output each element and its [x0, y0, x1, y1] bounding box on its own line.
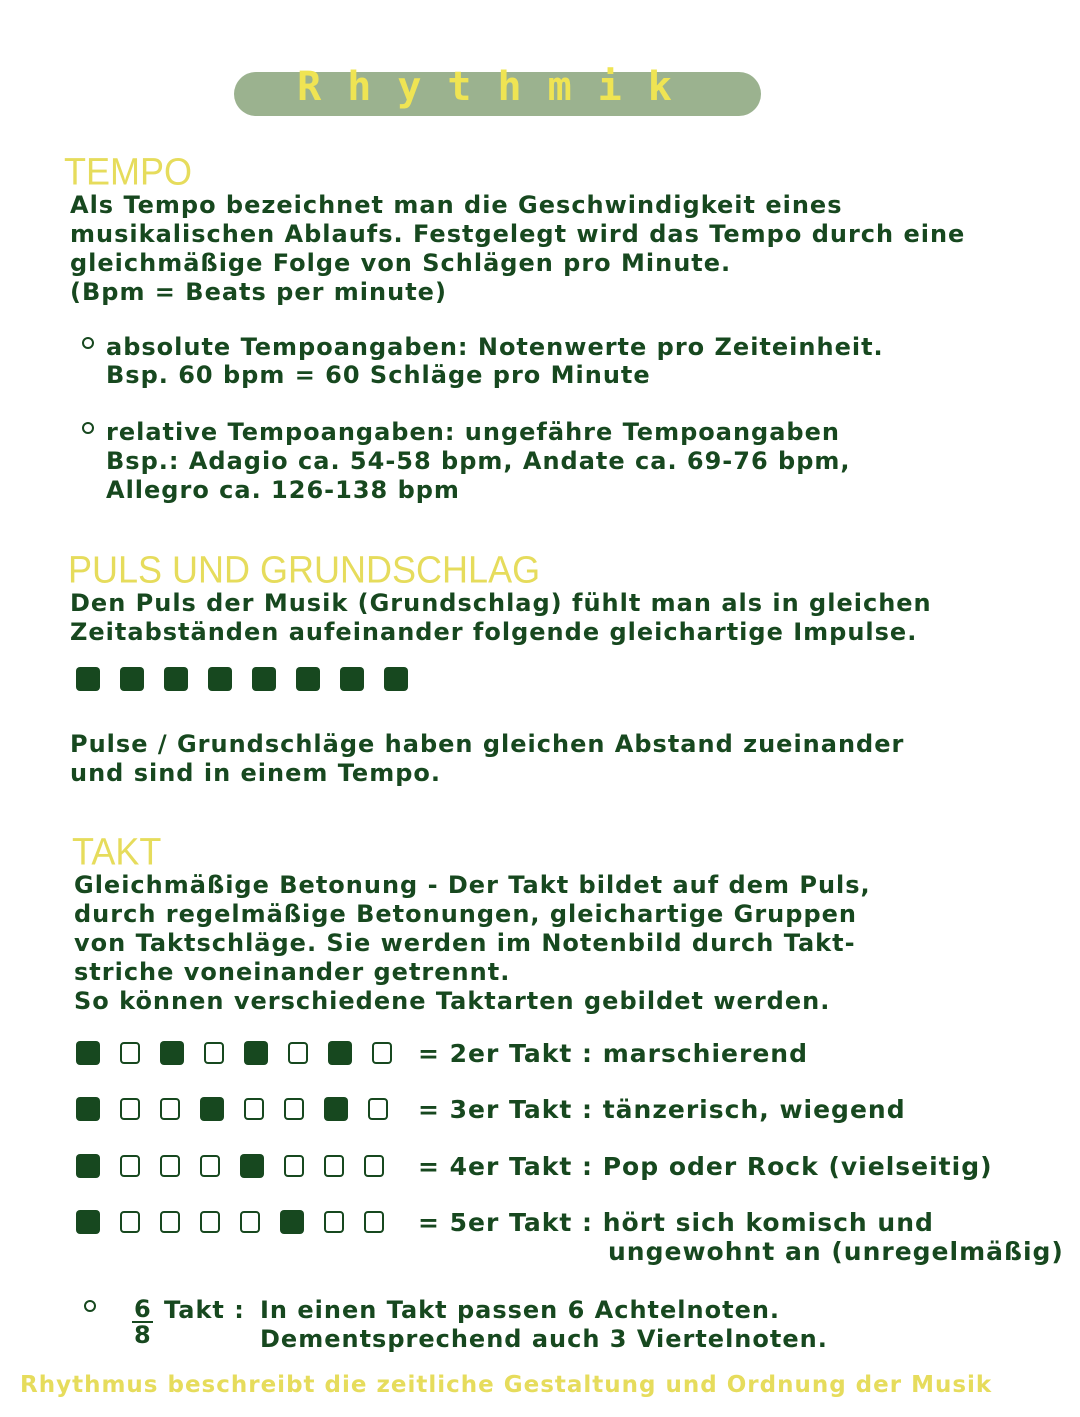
meter-description: = 4er Takt : Pop oder Rock (vielseitig)	[418, 1152, 993, 1181]
accented-beat-square	[160, 1041, 184, 1065]
unaccented-beat-square	[204, 1042, 224, 1064]
puls-after-line-2: und sind in einem Tempo.	[70, 759, 441, 787]
accented-beat-square	[76, 1154, 100, 1178]
beat-square-filled	[76, 667, 100, 691]
fraction-numerator: 6	[134, 1295, 151, 1323]
accented-beat-square	[280, 1210, 304, 1234]
unaccented-beat-square	[372, 1042, 392, 1064]
relative-tempo-line-1: relative Tempoangaben: ungefähre Tempoangaben	[106, 418, 840, 446]
beat-square-filled	[120, 667, 144, 691]
beat-square-filled	[340, 667, 364, 691]
meter-row	[76, 1097, 388, 1121]
page-title: Rhythmik	[297, 64, 698, 110]
accented-beat-square	[328, 1041, 352, 1065]
unaccented-beat-square	[284, 1098, 304, 1120]
accented-beat-square	[324, 1097, 348, 1121]
tempo-line-1: Als Tempo bezeichnet man die Geschwindigkeit eines	[70, 191, 843, 219]
bullet-dot	[84, 1300, 96, 1312]
absolute-tempo-line-2: Bsp. 60 bpm = 60 Schläge pro Minute	[106, 361, 651, 389]
absolute-tempo-line-1: absolute Tempoangaben: Notenwerte pro Zeiteinheit.	[106, 333, 884, 361]
takt-line-5: So können verschiedene Taktarten gebildet werden.	[74, 987, 831, 1015]
meter-description: = 5er Takt : hört sich komisch und	[418, 1208, 934, 1237]
unaccented-beat-square	[120, 1211, 140, 1233]
takt-line-2: durch regelmäßige Betonungen, gleichartige Gruppen	[74, 900, 857, 928]
tempo-line-3: gleichmäßige Folge von Schlägen pro Minute.	[70, 249, 732, 277]
unaccented-beat-square	[160, 1098, 180, 1120]
beat-square-filled	[164, 667, 188, 691]
beat-square-filled	[252, 667, 276, 691]
relative-tempo-line-2: Bsp.: Adagio ca. 54-58 bpm, Andate ca. 69-76 bpm,	[106, 447, 851, 475]
accented-beat-square	[240, 1154, 264, 1178]
meter-description: ungewohnt an (unregelmäßig)	[608, 1237, 1064, 1266]
unaccented-beat-square	[160, 1155, 180, 1177]
unaccented-beat-square	[120, 1155, 140, 1177]
unaccented-beat-square	[324, 1211, 344, 1233]
puls-after-line-1: Pulse / Grundschläge haben gleichen Abstand zueinander	[70, 730, 905, 758]
unaccented-beat-square	[364, 1211, 384, 1233]
takt-heading: TAKT	[72, 830, 162, 874]
unaccented-beat-square	[364, 1155, 384, 1177]
unaccented-beat-square	[200, 1211, 220, 1233]
accented-beat-square	[200, 1097, 224, 1121]
unaccented-beat-square	[288, 1042, 308, 1064]
unaccented-beat-square	[240, 1211, 260, 1233]
footer-summary: Rhythmus beschreibt die zeitliche Gestaltung und Ordnung der Musik	[20, 1372, 993, 1398]
meter-row	[76, 1041, 392, 1065]
accented-beat-square	[76, 1210, 100, 1234]
unaccented-beat-square	[324, 1155, 344, 1177]
pulse-beats	[76, 667, 408, 691]
accented-beat-square	[76, 1097, 100, 1121]
takt-line-4: striche voneinander getrennt.	[74, 958, 511, 986]
bullet-dot	[82, 337, 94, 349]
unaccented-beat-square	[120, 1042, 140, 1064]
accented-beat-square	[244, 1041, 268, 1065]
puls-line-2: Zeitabständen aufeinander folgende gleichartige Impulse.	[70, 618, 918, 646]
six-eight-line-1: In einen Takt passen 6 Achtelnoten.	[260, 1296, 781, 1324]
beat-square-filled	[296, 667, 320, 691]
unaccented-beat-square	[244, 1098, 264, 1120]
bullet-dot	[82, 422, 94, 434]
unaccented-beat-square	[160, 1211, 180, 1233]
meter-description: = 3er Takt : tänzerisch, wiegend	[418, 1095, 906, 1124]
puls-heading: PULS UND GRUNDSCHLAG	[68, 548, 541, 592]
six-eight-line-2: Dementsprechend auch 3 Viertelnoten.	[260, 1325, 828, 1353]
unaccented-beat-square	[284, 1155, 304, 1177]
beat-square-filled	[208, 667, 232, 691]
takt-line-3: von Taktschläge. Sie werden im Notenbild durch Takt-	[74, 929, 856, 957]
fraction-denominator: 8	[134, 1321, 151, 1349]
six-eight-label: Takt :	[164, 1296, 245, 1324]
six-eight-fraction	[132, 1297, 153, 1347]
unaccented-beat-square	[368, 1098, 388, 1120]
unaccented-beat-square	[200, 1155, 220, 1177]
unaccented-beat-square	[120, 1098, 140, 1120]
accented-beat-square	[76, 1041, 100, 1065]
meter-row	[76, 1154, 384, 1178]
meter-row	[76, 1210, 384, 1234]
puls-line-1: Den Puls der Musik (Grundschlag) fühlt man als in gleichen	[70, 589, 932, 617]
meter-description: = 2er Takt : marschierend	[418, 1039, 808, 1068]
relative-tempo-line-3: Allegro ca. 126-138 bpm	[106, 476, 460, 504]
beat-square-filled	[384, 667, 408, 691]
tempo-line-2: musikalischen Ablaufs. Festgelegt wird das Tempo durch eine	[70, 220, 966, 248]
tempo-heading: TEMPO	[64, 150, 193, 194]
tempo-line-4: (Bpm = Beats per minute)	[70, 278, 447, 306]
takt-line-1: Gleichmäßige Betonung - Der Takt bildet auf dem Puls,	[74, 871, 871, 899]
